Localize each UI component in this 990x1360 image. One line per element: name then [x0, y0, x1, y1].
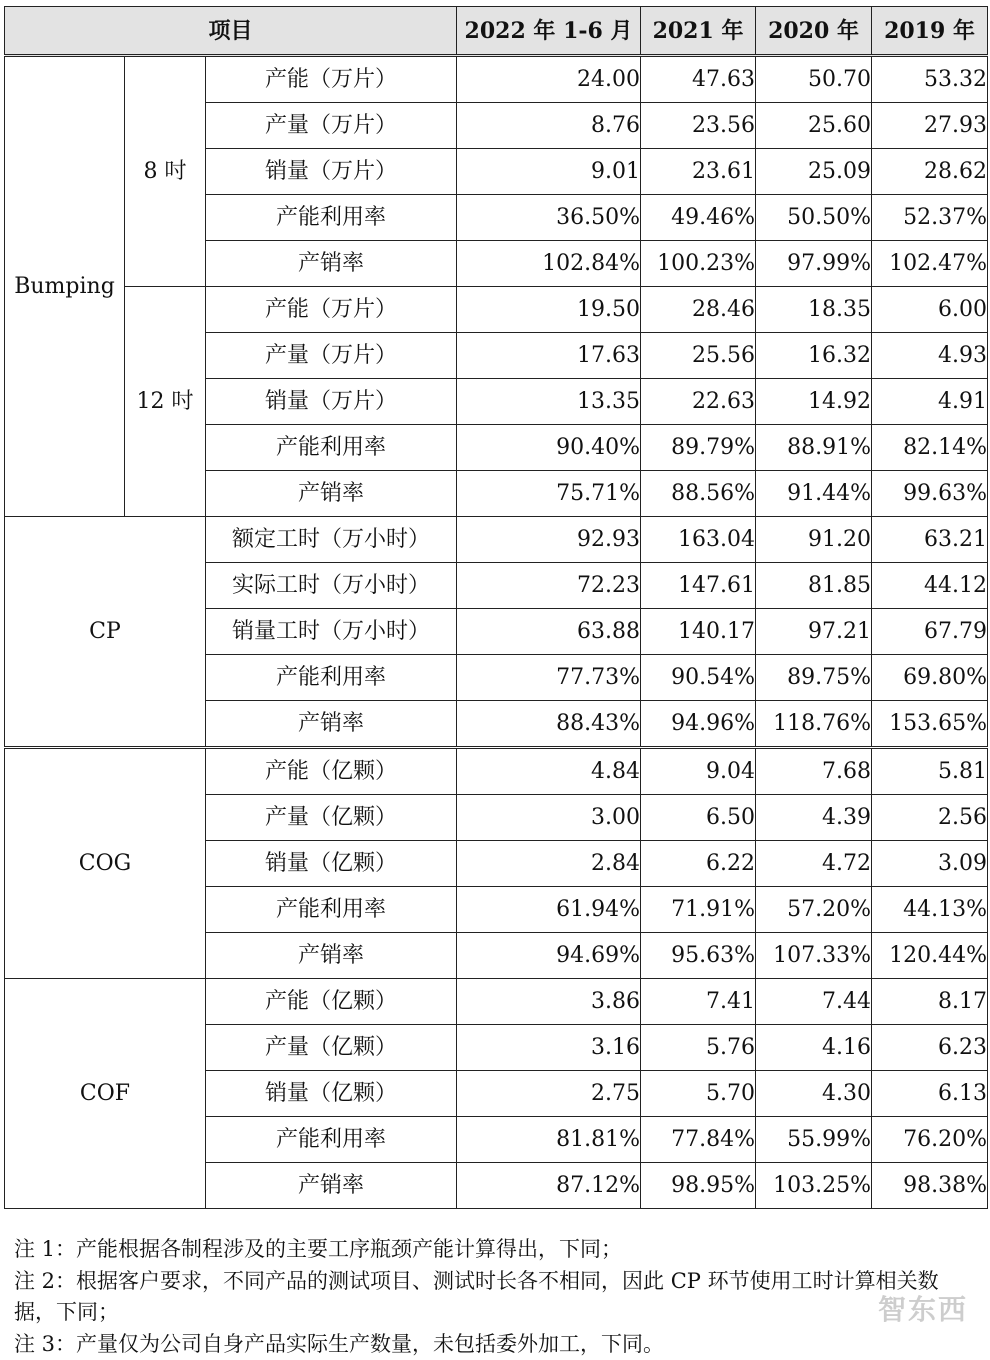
row-label: 产销率 — [206, 241, 457, 287]
value-cell: 153.65% — [872, 701, 988, 748]
value-cell: 13.35 — [457, 379, 641, 425]
value-cell: 50.70 — [756, 56, 872, 103]
value-cell: 97.21 — [756, 609, 872, 655]
value-cell: 77.84% — [641, 1117, 756, 1163]
value-cell: 36.50% — [457, 195, 641, 241]
value-cell: 69.80% — [872, 655, 988, 701]
value-cell: 3.00 — [457, 795, 641, 841]
row-label: 产能（万片） — [206, 287, 457, 333]
value-cell: 95.63% — [641, 933, 756, 979]
value-cell: 44.13% — [872, 887, 988, 933]
value-cell: 61.94% — [457, 887, 641, 933]
row-label: 产能（亿颗） — [206, 748, 457, 795]
value-cell: 3.09 — [872, 841, 988, 887]
value-cell: 5.76 — [641, 1025, 756, 1071]
row-label: 额定工时（万小时） — [206, 517, 457, 563]
value-cell: 75.71% — [457, 471, 641, 517]
value-cell: 25.60 — [756, 103, 872, 149]
value-cell: 98.38% — [872, 1163, 988, 1209]
value-cell: 92.93 — [457, 517, 641, 563]
row-label: 产量（亿颗） — [206, 795, 457, 841]
value-cell: 4.91 — [872, 379, 988, 425]
value-cell: 52.37% — [872, 195, 988, 241]
value-cell: 23.56 — [641, 103, 756, 149]
value-cell: 94.96% — [641, 701, 756, 748]
value-cell: 81.85 — [756, 563, 872, 609]
note: 注 3：产量仅为公司自身产品实际生产数量，未包括委外加工，下同。 — [14, 1329, 980, 1360]
value-cell: 16.32 — [756, 333, 872, 379]
row-label: 产销率 — [206, 701, 457, 748]
value-cell: 4.93 — [872, 333, 988, 379]
value-cell: 2.84 — [457, 841, 641, 887]
row-label: 销量（万片） — [206, 379, 457, 425]
value-cell: 89.79% — [641, 425, 756, 471]
value-cell: 5.81 — [872, 748, 988, 795]
row-label: 产销率 — [206, 471, 457, 517]
value-cell: 7.68 — [756, 748, 872, 795]
row-label: 实际工时（万小时） — [206, 563, 457, 609]
row-label: 产能（亿颗） — [206, 979, 457, 1025]
subgroup-label: 8 吋 — [125, 56, 206, 287]
table-row — [5, 979, 988, 1025]
value-cell: 4.39 — [756, 795, 872, 841]
value-cell: 91.20 — [756, 517, 872, 563]
value-cell: 8.76 — [457, 103, 641, 149]
note: 注 2：根据客户要求，不同产品的测试项目、测试时长各不相同，因此 CP 环节使用工时计算相关数据，下同； — [14, 1266, 980, 1329]
row-label: 产量（万片） — [206, 333, 457, 379]
value-cell: 3.16 — [457, 1025, 641, 1071]
value-cell: 120.44% — [872, 933, 988, 979]
value-cell: 4.72 — [756, 841, 872, 887]
header-period: 2021 年 — [641, 7, 756, 56]
header-row — [5, 7, 988, 56]
value-cell: 97.99% — [756, 241, 872, 287]
value-cell: 72.23 — [457, 563, 641, 609]
value-cell: 102.84% — [457, 241, 641, 287]
value-cell: 23.61 — [641, 149, 756, 195]
value-cell: 147.61 — [641, 563, 756, 609]
value-cell: 28.46 — [641, 287, 756, 333]
value-cell: 6.13 — [872, 1071, 988, 1117]
value-cell: 88.56% — [641, 471, 756, 517]
value-cell: 94.69% — [457, 933, 641, 979]
value-cell: 76.20% — [872, 1117, 988, 1163]
value-cell: 5.70 — [641, 1071, 756, 1117]
value-cell: 53.32 — [872, 56, 988, 103]
value-cell: 107.33% — [756, 933, 872, 979]
row-label: 销量工时（万小时） — [206, 609, 457, 655]
header-period: 2020 年 — [756, 7, 872, 56]
value-cell: 87.12% — [457, 1163, 641, 1209]
value-cell: 90.54% — [641, 655, 756, 701]
group-label: COG — [5, 748, 206, 979]
value-cell: 50.50% — [756, 195, 872, 241]
value-cell: 7.41 — [641, 979, 756, 1025]
value-cell: 18.35 — [756, 287, 872, 333]
notes — [14, 1234, 980, 1360]
value-cell: 67.79 — [872, 609, 988, 655]
value-cell: 4.30 — [756, 1071, 872, 1117]
group-label: Bumping — [5, 56, 125, 517]
value-cell: 27.93 — [872, 103, 988, 149]
value-cell: 118.76% — [756, 701, 872, 748]
value-cell: 77.73% — [457, 655, 641, 701]
value-cell: 88.91% — [756, 425, 872, 471]
value-cell: 63.88 — [457, 609, 641, 655]
value-cell: 4.16 — [756, 1025, 872, 1071]
value-cell: 24.00 — [457, 56, 641, 103]
value-cell: 47.63 — [641, 56, 756, 103]
row-label: 产销率 — [206, 1163, 457, 1209]
value-cell: 89.75% — [756, 655, 872, 701]
value-cell: 55.99% — [756, 1117, 872, 1163]
value-cell: 6.22 — [641, 841, 756, 887]
value-cell: 8.17 — [872, 979, 988, 1025]
header-item: 项目 — [5, 7, 457, 56]
row-label: 产能（万片） — [206, 56, 457, 103]
value-cell: 6.23 — [872, 1025, 988, 1071]
value-cell: 88.43% — [457, 701, 641, 748]
watermark-logo: 智东西 — [878, 1288, 968, 1328]
value-cell: 25.56 — [641, 333, 756, 379]
row-label: 产能利用率 — [206, 195, 457, 241]
header-period: 2022 年 1-6 月 — [457, 7, 641, 56]
table-row — [5, 517, 988, 563]
row-label: 产量（万片） — [206, 103, 457, 149]
value-cell: 102.47% — [872, 241, 988, 287]
value-cell: 100.23% — [641, 241, 756, 287]
capacity-table — [4, 6, 988, 1209]
subgroup-label: 12 吋 — [125, 287, 206, 517]
row-label: 产销率 — [206, 933, 457, 979]
header-period: 2019 年 — [872, 7, 988, 56]
value-cell: 9.01 — [457, 149, 641, 195]
table-body — [5, 56, 988, 1209]
value-cell: 82.14% — [872, 425, 988, 471]
value-cell: 19.50 — [457, 287, 641, 333]
value-cell: 25.09 — [756, 149, 872, 195]
value-cell: 81.81% — [457, 1117, 641, 1163]
value-cell: 71.91% — [641, 887, 756, 933]
value-cell: 49.46% — [641, 195, 756, 241]
table-row — [5, 56, 988, 103]
row-label: 产能利用率 — [206, 887, 457, 933]
row-label: 销量（亿颗） — [206, 1071, 457, 1117]
row-label: 产能利用率 — [206, 1117, 457, 1163]
table-row — [5, 748, 988, 795]
value-cell: 9.04 — [641, 748, 756, 795]
value-cell: 2.75 — [457, 1071, 641, 1117]
group-label: COF — [5, 979, 206, 1209]
row-label: 产量（亿颗） — [206, 1025, 457, 1071]
value-cell: 63.21 — [872, 517, 988, 563]
value-cell: 6.50 — [641, 795, 756, 841]
row-label: 产能利用率 — [206, 655, 457, 701]
value-cell: 7.44 — [756, 979, 872, 1025]
value-cell: 99.63% — [872, 471, 988, 517]
value-cell: 6.00 — [872, 287, 988, 333]
note: 注 1：产能根据各制程涉及的主要工序瓶颈产能计算得出，下同； — [14, 1234, 980, 1266]
value-cell: 90.40% — [457, 425, 641, 471]
value-cell: 22.63 — [641, 379, 756, 425]
value-cell: 140.17 — [641, 609, 756, 655]
row-label: 销量（万片） — [206, 149, 457, 195]
value-cell: 4.84 — [457, 748, 641, 795]
value-cell: 163.04 — [641, 517, 756, 563]
value-cell: 44.12 — [872, 563, 988, 609]
value-cell: 91.44% — [756, 471, 872, 517]
value-cell: 2.56 — [872, 795, 988, 841]
value-cell: 17.63 — [457, 333, 641, 379]
row-label: 销量（亿颗） — [206, 841, 457, 887]
value-cell: 28.62 — [872, 149, 988, 195]
value-cell: 103.25% — [756, 1163, 872, 1209]
value-cell: 14.92 — [756, 379, 872, 425]
value-cell: 3.86 — [457, 979, 641, 1025]
table-row — [5, 287, 988, 333]
group-label: CP — [5, 517, 206, 748]
value-cell: 57.20% — [756, 887, 872, 933]
value-cell: 98.95% — [641, 1163, 756, 1209]
row-label: 产能利用率 — [206, 425, 457, 471]
